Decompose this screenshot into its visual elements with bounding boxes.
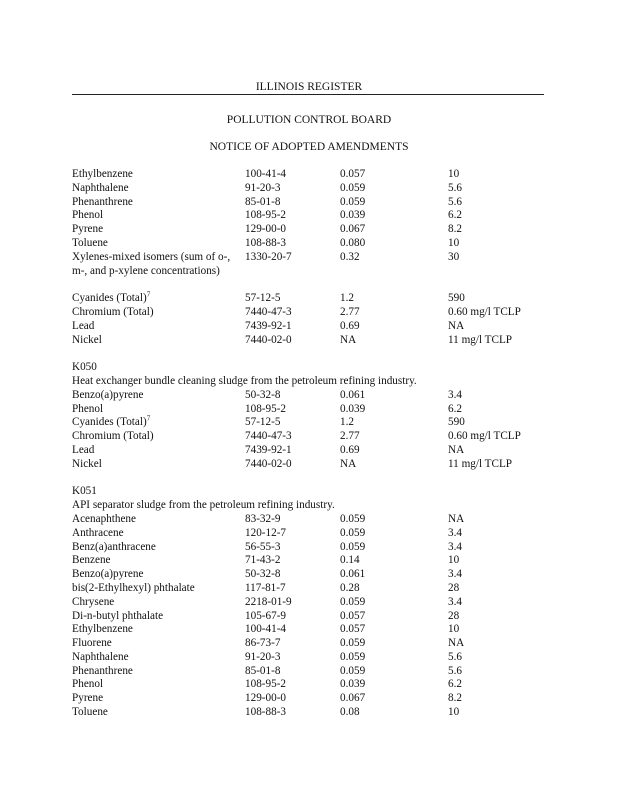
- wastewater-standard: 0.059: [340, 664, 366, 677]
- constituent-row: [72, 527, 552, 541]
- nonwastewater-standard: 3.4: [448, 595, 462, 608]
- constituent-row: [72, 430, 552, 444]
- wastewater-standard: 0.039: [340, 402, 366, 415]
- constituent-name: Phenol: [72, 209, 104, 222]
- nonwastewater-standard: 11 mg/l TCLP: [448, 333, 513, 346]
- wastewater-standard: 0.039: [340, 209, 366, 222]
- cas-number: 7440-47-3: [245, 430, 292, 443]
- constituent-row: [72, 389, 552, 403]
- nonwastewater-standard: 5.6: [448, 181, 462, 194]
- cas-number: 71-43-2: [245, 554, 281, 567]
- constituent-name: Pyrene: [72, 692, 104, 705]
- constituent-row: [72, 706, 552, 720]
- nonwastewater-standard: 28: [448, 609, 460, 622]
- cas-number: 100-41-4: [245, 623, 287, 636]
- wastewater-standard: 0.059: [340, 540, 366, 553]
- cas-number: 83-32-9: [245, 512, 281, 525]
- wastewater-standard: 0.080: [340, 236, 366, 249]
- constituent-name: Nickel: [72, 457, 102, 470]
- cas-number: 7440-02-0: [245, 457, 292, 470]
- cas-number: 105-67-9: [245, 609, 287, 622]
- wastewater-standard: 0.067: [340, 223, 366, 236]
- waste-description-k050: Heat exchanger bundle cleaning sludge from the petroleum refining industry.: [72, 374, 417, 387]
- constituent-row: [72, 678, 552, 692]
- cas-number: 7439-92-1: [245, 443, 292, 456]
- nonwastewater-standard: 5.6: [448, 195, 462, 208]
- nonwastewater-standard: 8.2: [448, 223, 462, 236]
- nonwastewater-standard: 8.2: [448, 692, 462, 705]
- nonwastewater-standard: 28: [448, 581, 460, 594]
- constituent-row: [72, 651, 552, 665]
- nonwastewater-standard: 30: [448, 250, 460, 263]
- footnote-marker: 7: [146, 290, 151, 299]
- constituent-name: bis(2-Ethylhexyl) phthalate: [72, 581, 195, 594]
- wastewater-standard: 0.14: [340, 554, 360, 567]
- cas-number: 108-95-2: [245, 209, 287, 222]
- cas-number: 108-95-2: [245, 678, 287, 691]
- constituent-row: [72, 596, 552, 610]
- continued-section: [72, 168, 552, 347]
- header-rule: [72, 94, 544, 95]
- wastewater-standard: 0.32: [340, 250, 360, 263]
- cas-number: 50-32-8: [245, 568, 281, 581]
- cas-number: 108-95-2: [245, 402, 287, 415]
- nonwastewater-standard: 11 mg/l TCLP: [448, 457, 513, 470]
- constituent-name: Phenol: [72, 402, 104, 415]
- nonwastewater-standard: 10: [448, 168, 460, 180]
- cas-number: 1330-20-7: [245, 250, 292, 263]
- constituent-row: [72, 623, 552, 637]
- constituent-name: Benzo(a)pyrene: [72, 568, 144, 581]
- constituent-row: [72, 196, 552, 210]
- wastewater-standard: NA: [340, 333, 357, 346]
- constituent-name: Acenaphthene: [72, 512, 136, 525]
- constituent-name: Naphthalene: [72, 650, 129, 663]
- k051-section: [72, 513, 552, 720]
- cas-number: 108-88-3: [245, 236, 287, 249]
- wastewater-standard: 0.059: [340, 526, 366, 539]
- constituent-name: Chromium (Total): [72, 305, 154, 318]
- cas-number: 85-01-8: [245, 195, 281, 208]
- constituent-name: Fluorene: [72, 637, 112, 650]
- wastewater-standard: 0.69: [340, 443, 360, 456]
- wastewater-standard: 0.057: [340, 609, 366, 622]
- constituent-row: [72, 182, 552, 196]
- wastewater-standard: 0.059: [340, 512, 366, 525]
- constituent-row: [72, 582, 552, 596]
- constituent-row: [72, 541, 552, 555]
- constituent-name: Toluene: [72, 236, 108, 249]
- nonwastewater-standard: 10: [448, 623, 460, 636]
- constituent-row: [72, 168, 552, 182]
- nonwastewater-standard: 0.60 mg/l TCLP: [448, 305, 521, 318]
- nonwastewater-standard: NA: [448, 319, 465, 332]
- waste-description-k051: API separator sludge from the petroleum refining industry.: [72, 499, 335, 512]
- constituent-row: [72, 513, 552, 527]
- constituent-name: Phenol: [72, 678, 104, 691]
- constituent-name: Lead: [72, 319, 95, 332]
- cas-number: 129-00-0: [245, 223, 287, 236]
- nonwastewater-standard: 5.6: [448, 664, 462, 677]
- section-gap: [72, 472, 552, 486]
- constituent-name: Phenanthrene: [72, 195, 133, 208]
- waste-code-k050: K050: [72, 361, 97, 374]
- constituent-name: Nickel: [72, 333, 102, 346]
- wastewater-standard: 0.067: [340, 692, 366, 705]
- cas-number: 57-12-5: [245, 292, 281, 305]
- wastewater-standard: 1.2: [340, 292, 354, 305]
- constituent-name: Toluene: [72, 706, 108, 719]
- footnote-marker: 7: [146, 414, 151, 423]
- waste-code-k051: K051: [72, 485, 97, 498]
- wastewater-standard: 0.039: [340, 678, 366, 691]
- constituent-name: Pyrene: [72, 223, 104, 236]
- wastewater-standard: 0.28: [340, 581, 360, 594]
- cas-number: 85-01-8: [245, 664, 281, 677]
- constituent-row: [72, 554, 552, 568]
- constituent-name: Benzo(a)pyrene: [72, 388, 144, 401]
- constituent-row: [72, 692, 552, 706]
- wastewater-standard: NA: [340, 457, 357, 470]
- cas-number: 120-12-7: [245, 526, 287, 539]
- section-gap: [72, 347, 552, 361]
- constituent-row: [72, 610, 552, 624]
- cas-number: 117-81-7: [245, 581, 286, 594]
- wastewater-standard: 1.2: [340, 416, 354, 429]
- nonwastewater-standard: 10: [448, 554, 460, 567]
- constituent-name: Cyanides (Total)$^7$: [72, 290, 151, 305]
- constituent-row: [72, 209, 552, 223]
- wastewater-standard: 0.059: [340, 637, 366, 650]
- constituent-row: [72, 237, 552, 251]
- wastewater-standard: 0.69: [340, 319, 360, 332]
- cas-number: 50-32-8: [245, 388, 281, 401]
- constituent-name: Naphthalene: [72, 181, 129, 194]
- board-name: POLLUTION CONTROL BOARD: [226, 114, 392, 126]
- nonwastewater-standard: 6.2: [448, 402, 462, 415]
- wastewater-standard: 0.057: [340, 623, 366, 636]
- nonwastewater-standard: 6.2: [448, 678, 462, 691]
- constituent-name: Phenanthrene: [72, 664, 133, 677]
- nonwastewater-standard: 590: [448, 416, 465, 429]
- cas-number: 91-20-3: [245, 650, 281, 663]
- constituent-row: [72, 223, 552, 237]
- cas-number: 2218-01-9: [245, 595, 292, 608]
- nonwastewater-standard: 5.6: [448, 650, 462, 663]
- constituent-name: Ethylbenzene: [72, 168, 133, 180]
- nonwastewater-standard: NA: [448, 512, 465, 525]
- constituent-name: Cyanides (Total)$^7$: [72, 414, 151, 429]
- nonwastewater-standard: 10: [448, 236, 460, 249]
- nonwastewater-standard: 0.60 mg/l TCLP: [448, 430, 521, 443]
- wastewater-standard: 2.77: [340, 305, 360, 318]
- k050-section: [72, 389, 552, 472]
- constituent-row: [72, 292, 552, 306]
- nonwastewater-standard: 590: [448, 292, 465, 305]
- constituent-row: [72, 334, 552, 348]
- constituent-row: [72, 416, 552, 430]
- nonwastewater-standard: NA: [448, 637, 465, 650]
- nonwastewater-standard: 3.4: [448, 526, 462, 539]
- constituent-row: [72, 665, 552, 679]
- wastewater-standard: 2.77: [340, 430, 360, 443]
- notice-title: NOTICE OF ADOPTED AMENDMENTS: [209, 141, 409, 153]
- constituent-row: [72, 251, 552, 292]
- constituent-row: [72, 320, 552, 334]
- constituent-row: [72, 444, 552, 458]
- cas-number: 7440-47-3: [245, 305, 292, 318]
- cas-number: 108-88-3: [245, 706, 287, 719]
- constituent-name: Benzene: [72, 554, 111, 567]
- cas-number: 86-73-7: [245, 637, 281, 650]
- constituent-name: Ethylbenzene: [72, 623, 133, 636]
- wastewater-standard: 0.059: [340, 195, 366, 208]
- nonwastewater-standard: NA: [448, 443, 465, 456]
- constituent-name: Chromium (Total): [72, 430, 154, 443]
- constituent-name: Xylenes-mixed isomers (sum of o-, m-, and p-xylene concentrations): [72, 250, 231, 277]
- constituent-row: [72, 568, 552, 582]
- nonwastewater-standard: 3.4: [448, 540, 462, 553]
- cas-number: 100-41-4: [245, 168, 287, 180]
- nonwastewater-standard: 10: [448, 706, 460, 719]
- wastewater-standard: 0.08: [340, 706, 360, 719]
- wastewater-standard: 0.059: [340, 181, 366, 194]
- constituent-name: Benz(a)anthracene: [72, 540, 156, 553]
- nonwastewater-standard: 3.4: [448, 568, 462, 581]
- constituent-row: [72, 403, 552, 417]
- constituent-row: [72, 306, 552, 320]
- constituent-row: [72, 637, 552, 651]
- constituent-name: Anthracene: [72, 526, 124, 539]
- cas-number: 91-20-3: [245, 181, 281, 194]
- wastewater-standard: 0.061: [340, 388, 366, 401]
- wastewater-standard: 0.059: [340, 595, 366, 608]
- register-header: ILLINOIS REGISTER: [255, 81, 363, 93]
- constituent-name: Chrysene: [72, 595, 115, 608]
- wastewater-standard: 0.057: [340, 168, 366, 180]
- constituent-row: [72, 458, 552, 472]
- nonwastewater-standard: 3.4: [448, 388, 462, 401]
- nonwastewater-standard: 6.2: [448, 209, 462, 222]
- constituent-table: [72, 168, 552, 720]
- wastewater-standard: 0.059: [340, 650, 366, 663]
- cas-number: 7439-92-1: [245, 319, 292, 332]
- cas-number: 56-55-3: [245, 540, 281, 553]
- constituent-name: Di-n-butyl phthalate: [72, 609, 164, 622]
- constituent-name: Lead: [72, 443, 95, 456]
- wastewater-standard: 0.061: [340, 568, 366, 581]
- cas-number: 129-00-0: [245, 692, 287, 705]
- cas-number: 57-12-5: [245, 416, 281, 429]
- cas-number: 7440-02-0: [245, 333, 292, 346]
